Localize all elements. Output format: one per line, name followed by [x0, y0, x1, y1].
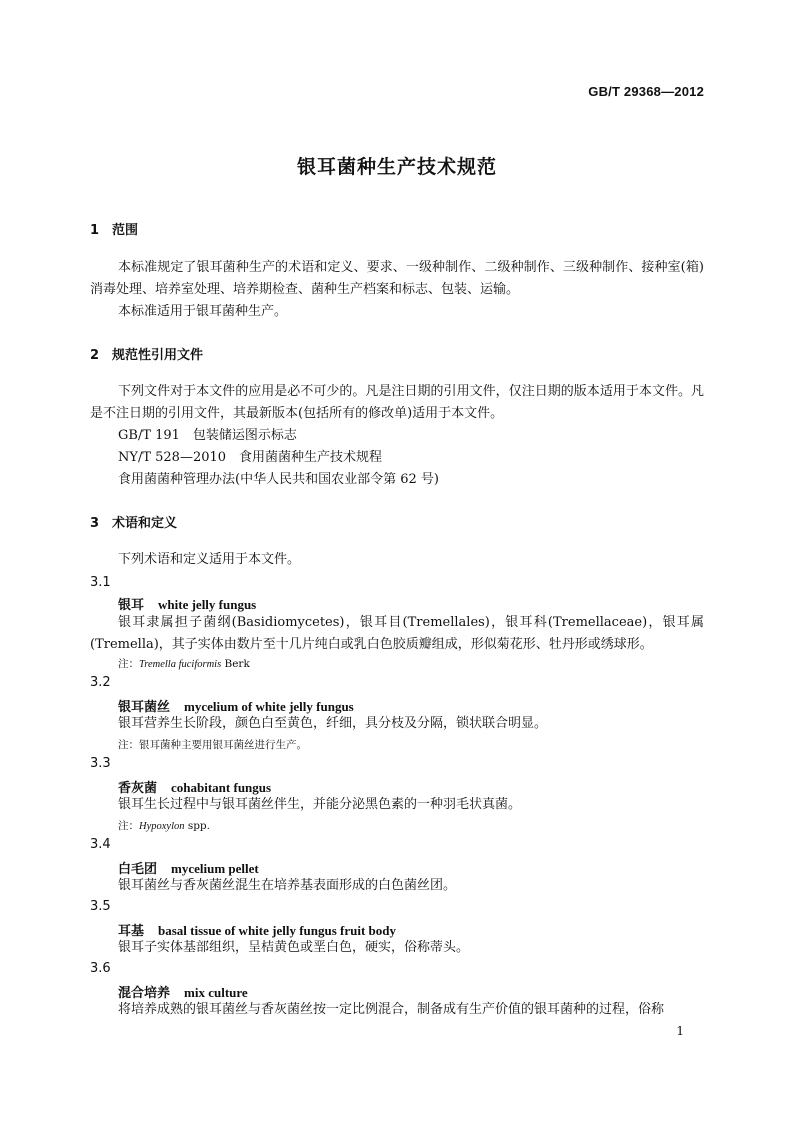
term-definition: 银耳营养生长阶段，颜色白至黄色，纤细，具分枝及分隔，锁状联合明显。 — [118, 716, 548, 731]
term-cn: 耳基 — [118, 924, 145, 939]
normative-reference: GB/T 191 包装储运图示标志 — [118, 428, 297, 443]
term-cn: 白毛团 — [118, 862, 158, 877]
term-cn: 银耳菌丝 — [118, 700, 171, 715]
paragraph: 下列术语和定义适用于本文件。 — [118, 552, 301, 567]
clause-number: 3.4 — [90, 837, 111, 852]
term-definition: 将培养成熟的银耳菌丝与香灰菌丝按一定比例混合，制备成有生产价值的银耳菌种的过程，俗称 — [118, 1002, 665, 1017]
term-cn: 香灰菌 — [118, 781, 158, 796]
section-heading-1 — [90, 219, 138, 238]
clause-number: 3.5 — [90, 899, 111, 914]
section-title: 范围 — [112, 223, 139, 238]
paragraph: 下列文件对于本文件的应用是必不可少的。凡是注日期的引用文件，仅注日期的版本适用于本文件。凡是不注日期的引用文件，其最新版本(包括所有的修改单)适用于本文件。 — [90, 384, 704, 421]
section-number: 1 — [90, 223, 100, 238]
clause-number: 3.3 — [90, 756, 111, 771]
section-title: 术语和定义 — [112, 516, 178, 531]
term-definition: 银耳隶属担子菌纲(Basidiomycetes)，银耳目(Tremellales)，银耳科(Tremellaceae)，银耳属(Tremella)，其子实体由数片至十几片纯白或乳白色胶质瓣组成，形似菊花形、牡丹形或绣球形。 — [90, 615, 704, 652]
term-en: basal tissue of white jelly fungus fruit body — [158, 923, 397, 938]
section-heading-3 — [90, 512, 177, 531]
term-note: 注：Tremella fuciformis Berk — [118, 658, 250, 670]
paragraph: 本标准规定了银耳菌种生产的术语和定义、要求、一级种制作、二级种制作、三级种制作、接种室(箱)消毒处理、培养室处理、培养期检查、菌种生产档案和标志、包装、运输。 — [90, 260, 704, 297]
section-number: 2 — [90, 348, 100, 363]
section-heading-2 — [90, 344, 203, 363]
term-definition: 银耳生长过程中与银耳菌丝伴生，并能分泌黑色素的一种羽毛状真菌。 — [118, 797, 522, 812]
clause-number: 3.1 — [90, 575, 111, 590]
term-en: cohabitant fungus — [171, 780, 272, 795]
document-title: 银耳菌种生产技术规范 — [296, 156, 497, 178]
standard-code: GB/T 29368—2012 — [588, 84, 704, 99]
term-en: mycelium pellet — [171, 861, 259, 876]
term-entry — [118, 594, 256, 613]
section-number: 3 — [90, 516, 100, 531]
section-title: 规范性引用文件 — [112, 348, 204, 363]
clause-number: 3.2 — [90, 675, 111, 690]
page-number: 1 — [676, 1024, 684, 1038]
normative-reference: NY/T 528—2010 食用菌菌种生产技术规程 — [118, 450, 383, 465]
term-cn: 混合培养 — [118, 986, 171, 1001]
term-en: mix culture — [184, 985, 248, 1000]
normative-reference: 食用菌菌种管理办法(中华人民共和国农业部令第 62 号) — [118, 472, 439, 487]
term-note: 注：银耳菌种主要用银耳菌丝进行生产。 — [118, 739, 307, 751]
term-cn: 银耳 — [118, 598, 145, 613]
term-en: mycelium of white jelly fungus — [184, 699, 354, 714]
term-definition: 银耳子实体基部组织，呈桔黄色或垩白色，硬实，俗称蒂头。 — [118, 940, 470, 955]
clause-number: 3.6 — [90, 961, 111, 976]
term-definition: 银耳菌丝与香灰菌丝混生在培养基表面形成的白色菌丝团。 — [118, 878, 457, 893]
term-en: white jelly fungus — [158, 597, 257, 612]
paragraph: 本标准适用于银耳菌种生产。 — [118, 304, 288, 319]
term-note: 注：Hypoxylon spp. — [118, 820, 210, 832]
